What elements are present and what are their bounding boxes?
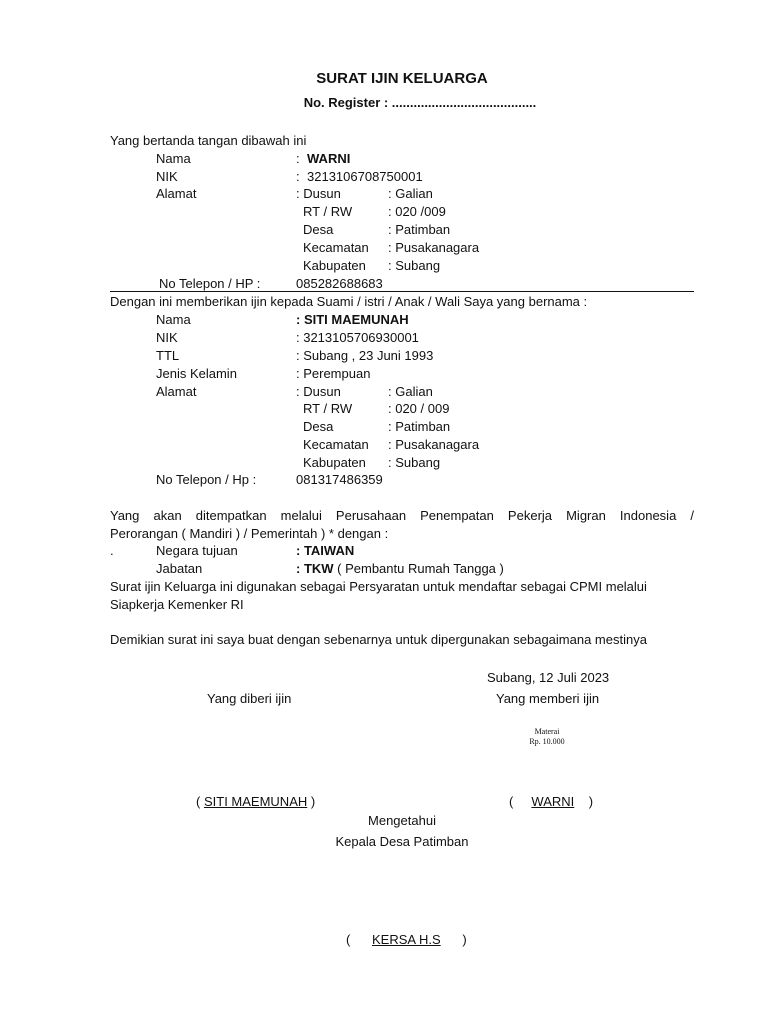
negara-label: Negara tujuan — [156, 543, 238, 558]
giver-kecamatan-value: : Pusakanagara — [388, 240, 480, 255]
giver-rtrw-value: : 020 /009 — [388, 204, 446, 219]
giver-nama-value: WARNI — [307, 151, 351, 166]
negara-value: : TAIWAN — [296, 543, 355, 558]
permission-text: Dengan ini memberikan ijin kepada Suami / istri / Anak / Wali Saya yang bernama : — [110, 294, 588, 309]
giver-rtrw-label: RT / RW — [303, 204, 353, 219]
section-divider — [110, 291, 694, 292]
giver-signature — [509, 794, 593, 810]
receiver-signature-name: SITI MAEMUNAH — [203, 794, 308, 809]
giver-signature-name: WARNI — [531, 794, 575, 809]
giver-nik-sep: : — [296, 169, 300, 184]
giver-nama-sep: : — [296, 151, 300, 166]
materai-amount: Rp. 10.000 — [529, 737, 565, 746]
receiver-signature-open: ( — [196, 794, 201, 809]
receiver-gender-label: Jenis Kelamin — [156, 366, 237, 381]
village-head-signature-name: KERSA H.S — [372, 932, 441, 947]
placement-line-1: Yang akan ditempatkan melalui Perusahaan Penempatan Pekerja Migran Indonesia / — [110, 508, 694, 523]
materai-label: Materai — [534, 727, 560, 736]
letter-title: SURAT IJIN KELUARGA — [316, 70, 488, 87]
giver-nama-label: Nama — [156, 151, 191, 166]
receiver-kecamatan-value: : Pusakanagara — [388, 437, 480, 452]
kepala-desa-title: Kepala Desa Patimban — [335, 834, 469, 849]
giver-signature-open: ( — [509, 794, 514, 809]
bullet-dot: . — [110, 543, 114, 558]
giver-kabupaten-label: Kabupaten — [303, 258, 366, 273]
receiver-nik-label: NIK — [156, 330, 178, 345]
receiver-caption: Yang diberi ijin — [207, 691, 292, 706]
closing-statement: Demikian surat ini saya buat dengan sebenarnya untuk dipergunakan sebagaimana mestinya — [110, 632, 647, 647]
giver-desa-value: : Patimban — [388, 222, 451, 237]
receiver-desa-value: : Patimban — [388, 419, 451, 434]
giver-phone-label: No Telepon / HP : — [159, 276, 261, 291]
giver-kecamatan-label: Kecamatan — [303, 240, 369, 255]
giver-signature-close: ) — [588, 794, 594, 809]
usage-line-2: Siapkerja Kemenker RI — [110, 597, 244, 612]
register-number: No. Register : ........................................ — [303, 95, 537, 110]
receiver-rtrw-value: : 020 / 009 — [388, 401, 450, 416]
jabatan-value — [296, 561, 504, 577]
giver-dusun-label: : Dusun — [296, 186, 341, 201]
usage-line-1: Surat ijin Keluarga ini digunakan sebagai Persyaratan untuk mendaftar sebagai CPMI melalui — [110, 579, 647, 594]
receiver-signature — [196, 794, 315, 810]
receiver-nama-value: : SITI MAEMUNAH — [296, 312, 409, 327]
receiver-nama-label: Nama — [156, 312, 191, 327]
receiver-ttl-label: TTL — [156, 348, 180, 363]
giver-nik-label: NIK — [156, 169, 178, 184]
receiver-gender-value: : Perempuan — [296, 366, 371, 381]
jabatan-value-bold: : TKW — [296, 561, 334, 576]
intro-text: Yang bertanda tangan dibawah ini — [110, 133, 307, 148]
giver-dusun-value: : Galian — [388, 186, 433, 201]
receiver-phone-value: 081317486359 — [296, 472, 383, 487]
giver-desa-label: Desa — [303, 222, 334, 237]
giver-caption: Yang memberi ijin — [496, 691, 600, 706]
receiver-dusun-value: : Galian — [388, 384, 433, 399]
giver-alamat-label: Alamat — [156, 186, 197, 201]
giver-nik-value: 3213106708750001 — [307, 169, 423, 184]
receiver-phone-label: No Telepon / Hp : — [156, 472, 257, 487]
receiver-rtrw-label: RT / RW — [303, 401, 353, 416]
receiver-signature-close: ) — [310, 794, 316, 809]
village-head-signature — [346, 932, 467, 948]
giver-kabupaten-value: : Subang — [388, 258, 441, 273]
receiver-dusun-label: : Dusun — [296, 384, 341, 399]
receiver-kabupaten-value: : Subang — [388, 455, 441, 470]
receiver-kabupaten-label: Kabupaten — [303, 455, 366, 470]
receiver-ttl-value: : Subang , 23 Juni 1993 — [296, 348, 434, 363]
mengetahui-text: Mengetahui — [368, 813, 436, 828]
receiver-desa-label: Desa — [303, 419, 334, 434]
village-head-signature-close: ) — [462, 932, 467, 947]
placement-line-2: Perorangan ( Mandiri ) / Pemerintah ) * dengan : — [110, 526, 389, 541]
village-head-signature-open: ( — [346, 932, 351, 947]
receiver-nik-value: : 3213105706930001 — [296, 330, 419, 345]
jabatan-label: Jabatan — [156, 561, 203, 576]
jabatan-value-rest: ( Pembantu Rumah Tangga ) — [333, 561, 504, 576]
place-date: Subang, 12 Juli 2023 — [487, 670, 610, 685]
receiver-alamat-label: Alamat — [156, 384, 197, 399]
giver-phone-value: 085282688683 — [296, 276, 383, 291]
receiver-kecamatan-label: Kecamatan — [303, 437, 369, 452]
